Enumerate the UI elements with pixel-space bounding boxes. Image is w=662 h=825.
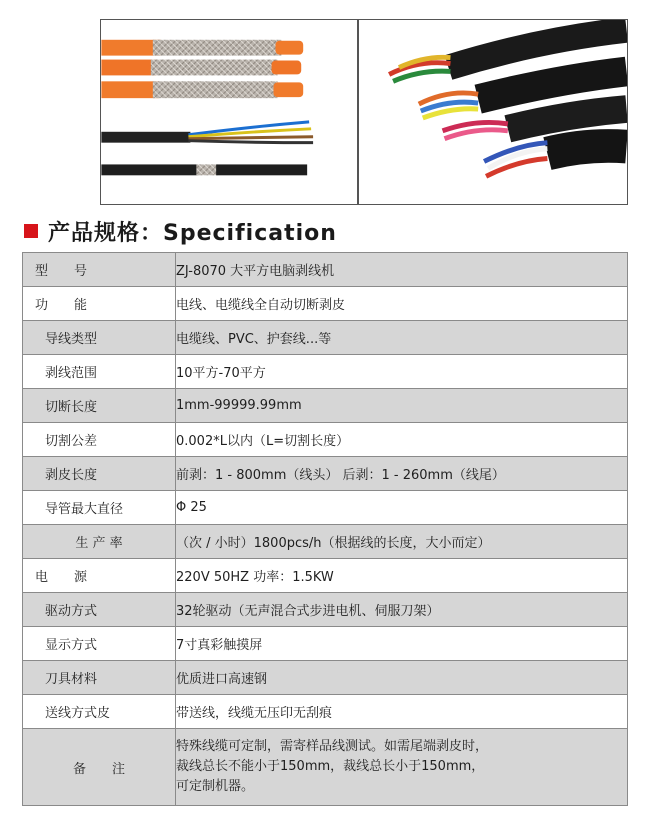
- row-value: 10平方-70平方: [176, 355, 628, 389]
- table-row: [23, 525, 628, 559]
- table-row: [23, 593, 628, 627]
- row-value: （次 / 小时）1800pcs/h（根据线的长度，大小而定）: [176, 525, 628, 559]
- table-row: [23, 695, 628, 729]
- table-row: [23, 355, 628, 389]
- row-label: 型 号: [23, 253, 176, 287]
- note-line: 特殊线缆可定制，需寄样品线测试。如需尾端剥皮时，: [176, 739, 489, 754]
- row-value: 1mm-99999.99mm: [176, 389, 628, 423]
- note-label: 备 注: [23, 729, 176, 806]
- row-value: 电缆线、PVC、护套线...等: [176, 321, 628, 355]
- row-value: 0.002*L以内（L=切割长度）: [176, 423, 628, 457]
- row-label: 切断长度: [23, 389, 176, 423]
- table-row-note: [23, 729, 628, 806]
- table-row: [23, 457, 628, 491]
- red-square-bullet-icon: [24, 224, 38, 238]
- row-value: 优质进口高速钢: [176, 661, 628, 695]
- note-value: [176, 729, 628, 806]
- row-label: 显示方式: [23, 627, 176, 661]
- row-value: 前剥：1 - 800mm（线头） 后剥：1 - 260mm（线尾）: [176, 457, 628, 491]
- row-label: 剥皮长度: [23, 457, 176, 491]
- product-photo-multicore-cables: [358, 19, 628, 205]
- row-value: 带送线，线缆无压印无刮痕: [176, 695, 628, 729]
- row-value: 220V 50HZ 功率：1.5KW: [176, 559, 628, 593]
- row-label: 驱动方式: [23, 593, 176, 627]
- row-label: 刀具材料: [23, 661, 176, 695]
- specification-table: [22, 252, 628, 806]
- table-row: [23, 287, 628, 321]
- row-label: 切割公差: [23, 423, 176, 457]
- table-row: [23, 491, 628, 525]
- note-line: 可定制机器。: [176, 779, 255, 794]
- note-line: 裁线总长不能小于150mm，裁线总长小于150mm，: [176, 759, 485, 774]
- table-row: [23, 559, 628, 593]
- row-value: 32轮驱动（无声混合式步进电机、伺服刀架）: [176, 593, 628, 627]
- section-heading: [24, 217, 337, 245]
- table-row: [23, 627, 628, 661]
- table-row: [23, 253, 628, 287]
- row-label: 功 能: [23, 287, 176, 321]
- row-label: 导线类型: [23, 321, 176, 355]
- table-row: [23, 321, 628, 355]
- row-label: 送线方式皮: [23, 695, 176, 729]
- table-row: [23, 661, 628, 695]
- row-value: 7寸真彩触摸屏: [176, 627, 628, 661]
- row-value: 电线、电缆线全自动切断剥皮: [176, 287, 628, 321]
- row-label: 生 产 率: [23, 525, 176, 559]
- row-label: 导管最大直径: [23, 491, 176, 525]
- row-label: 剥线范围: [23, 355, 176, 389]
- table-row: [23, 389, 628, 423]
- row-value: Φ 25: [176, 491, 628, 525]
- row-value: ZJ-8070 大平方电脑剥线机: [176, 253, 628, 287]
- row-label: 电 源: [23, 559, 176, 593]
- table-row: [23, 423, 628, 457]
- section-title: 产品规格：Specification: [48, 220, 337, 246]
- product-photo-orange-cables: [100, 19, 358, 205]
